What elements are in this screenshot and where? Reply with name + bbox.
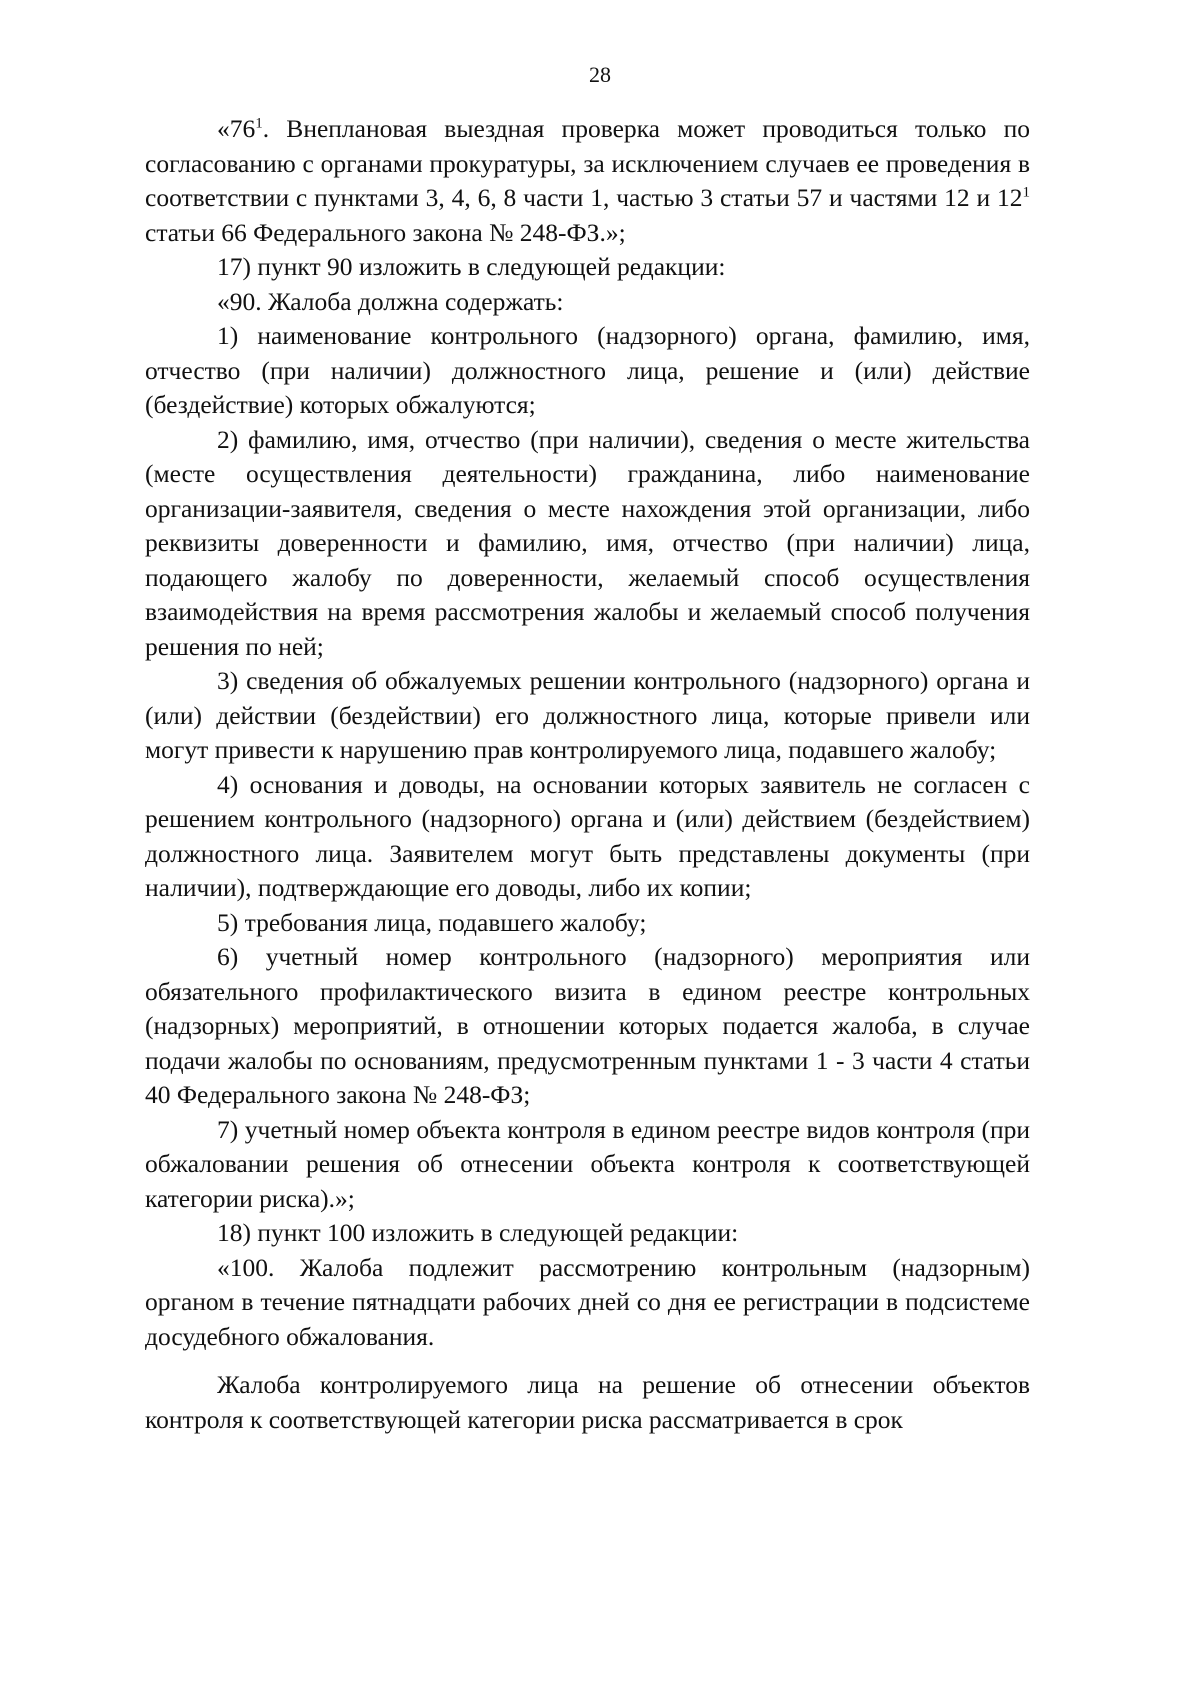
paragraph-76-1-text: . Внеплановая выездная проверка может проводиться только по согласованию с органами прокуратуры, за исключением случаев ее проведения в соответствии с пунктами 3, 4, 6, 8 части 1, частью 3 статьи 57 и частями 12 и 12 — [145, 114, 1030, 212]
paragraph-90-1: 1) наименование контрольного (надзорного) органа, фамилию, имя, отчество (при наличии) должностного лица, решение и (или) действие (бездействие) которых обжалуются; — [145, 321, 1030, 419]
paragraph-90-6: 6) учетный номер контрольного (надзорного) мероприятия или обязательного профилактического визита в едином реестре контрольных (надзорных) мероприятий, в отношении которых подается жалоба, в случае подачи жалобы по основаниям, предусмотренным пунктами 1 - 3 части 4 статьи 40 Федерального закона № 248-ФЗ; — [145, 942, 1030, 1109]
paragraph-90-4: 4) основания и доводы, на основании которых заявитель не согласен с решением контрольного (надзорного) органа и (или) действием (бездействием) должностного лица. Заявителем могут быть представлены документы (при наличии), подтверждающие его доводы, либо их копии; — [145, 769, 1030, 902]
paragraph-item-17: 17) пункт 90 изложить в следующей редакции: — [217, 252, 726, 281]
paragraph-76-1 — [145, 112, 1030, 250]
paragraph-76-1-start: «76 — [217, 114, 256, 143]
superscript: 1 — [1022, 184, 1030, 201]
superscript: 1 — [255, 115, 263, 132]
page-number: 28 — [589, 62, 611, 87]
paragraph-90: «90. Жалоба должна содержать: — [217, 286, 564, 316]
paragraph-100: «100. Жалоба подлежит рассмотрению контрольным (надзорным) органом в течение пятнадцати рабочих дней со дня ее регистрации в подсистеме досудебного обжалования. — [145, 1252, 1030, 1351]
paragraph-item-18: 18) пункт 100 изложить в следующей редакции: — [217, 1218, 739, 1247]
paragraph-76-1-end: статьи 66 Федерального закона № 248-ФЗ.»; — [145, 217, 626, 247]
paragraph-90-2: 2) фамилию, имя, отчество (при наличии), сведения о месте жительства (месте осуществления деятельности) гражданина, либо наименование организации-заявителя, сведения о месте нахождения этой организации, либо реквизиты доверенности и фамилию, имя, отчество (при наличии) лица, подающего жалобу по доверенности, желаемый способ осуществления взаимодействия на время рассмотрения жалобы и желаемый способ получения решения по ней; — [145, 424, 1030, 661]
paragraph-90-5: 5) требования лица, подавшего жалобу; — [217, 907, 647, 937]
paragraph-100-continued: Жалоба контролируемого лица на решение об отнесении объектов контроля к соответствующей категории риска рассматривается в срок — [145, 1370, 1030, 1434]
paragraph-90-7: 7) учетный номер объекта контроля в едином реестре видов контроля (при обжаловании решения об отнесении объекта контроля к соответствующей категории риска).»; — [145, 1114, 1030, 1213]
document-body — [145, 112, 1030, 1437]
paragraph-90-3: 3) сведения об обжалуемых решении контрольного (надзорного) органа и (или) действии (бездействии) его должностного лица, которые привели или могут привести к нарушению прав контролируемого лица, подавшего жалобу; — [145, 666, 1030, 764]
